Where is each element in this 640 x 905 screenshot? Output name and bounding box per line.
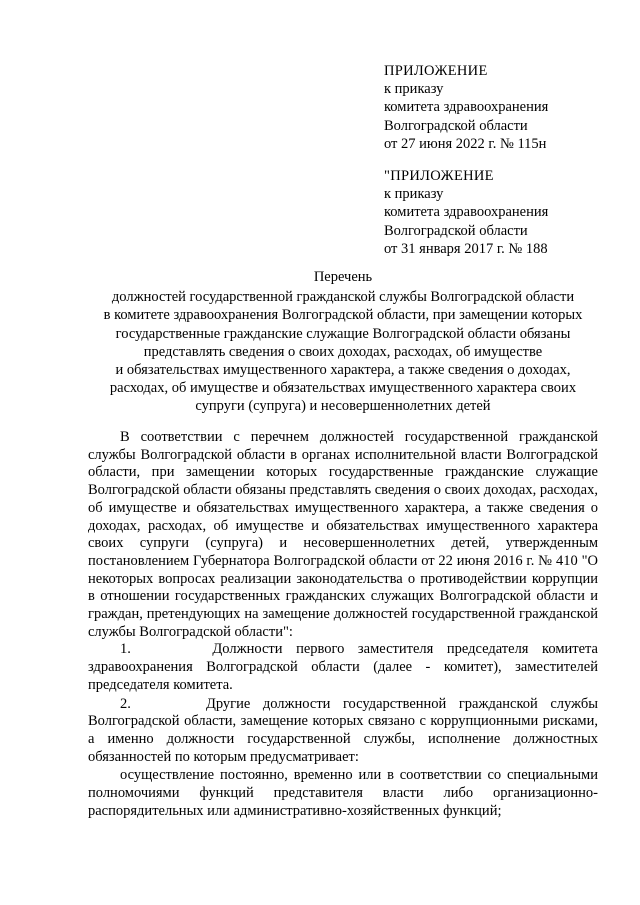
title-line: в комитете здравоохранения Волгоградской области, при замещении которых	[103, 307, 583, 324]
appendix-line: Волгоградской области	[384, 222, 528, 239]
appendix-heading: ПРИЛОЖЕНИЕ	[384, 63, 488, 79]
document-title	[88, 268, 598, 416]
appendix-line: Волгоградской области	[384, 117, 528, 134]
title-line: должностей государственной гражданской службы Волгоградской области	[111, 289, 575, 306]
appendix-heading: "ПРИЛОЖЕНИЕ	[384, 168, 494, 184]
title-word: Перечень	[313, 269, 373, 285]
appendix-date: от 27 июня 2022 г. № 115н	[384, 135, 547, 152]
list-item-2: 2. Другие должности государственной гражданской службы Волгоградской области, замещение которых связано с коррупционными рисками, а именно должности государственной службы, исполнение должностных обязанностей по которым предусматривает:	[88, 695, 602, 765]
list-subitem: осуществление постоянно, временно или в соответствии со специальными полномочиями функций представителя власти либо организационно-распорядительных или административно-хозяйственных функций;	[88, 767, 598, 819]
appendix-header-original	[384, 167, 548, 258]
title-line: и обязательствах имущественного характера, а также сведения о доходах,	[115, 362, 571, 379]
appendix-line: к приказу	[384, 81, 444, 98]
appendix-header-current	[384, 62, 548, 153]
intro-paragraph: В соответствии с перечнем должностей государственной гражданской службы Волгоградской области в органах исполнительной власти Волгоградской области, при замещении которых государственные гражданские служащие Волгоградской области обязаны представлять сведения о своих доходах, расходах, об имуществе и обязательствах имущественного характера, а также сведения о доходах, расходах, об имуществе и обязательствах имущественного характера своих супруги (супруга) и несовершеннолетних детей, утвержденным постановлением Губернатора Волгоградской области от 22 июня 2016 г. № 410 "О некоторых вопросах реализации законодательства о противодействии коррупции в отношении государственных гражданских служащих Волгоградской области и граждан, претендующих на замещение должностей государственной гражданской службы Волгоградской области":	[88, 429, 598, 640]
title-line: расходах, об имуществе и обязательствах имущественного характера своих	[109, 380, 577, 397]
title-line: государственные гражданские служащие Волгоградской области обязаны	[115, 325, 571, 342]
appendix-line: комитета здравоохранения	[384, 204, 549, 221]
appendix-line: к приказу	[384, 186, 444, 203]
appendix-date: от 31 января 2017 г. № 188	[384, 240, 548, 257]
appendix-line: комитета здравоохранения	[384, 99, 549, 116]
title-line: супруги (супруга) и несовершеннолетних детей	[195, 398, 491, 415]
title-line: представлять сведения о своих доходах, расходах, об имуществе	[143, 343, 543, 360]
document-body	[88, 429, 602, 820]
list-item-1: 1. Должности первого заместителя председателя комитета здравоохранения Волгоградской области (далее - комитет), заместителей председателя комитета.	[88, 641, 602, 693]
